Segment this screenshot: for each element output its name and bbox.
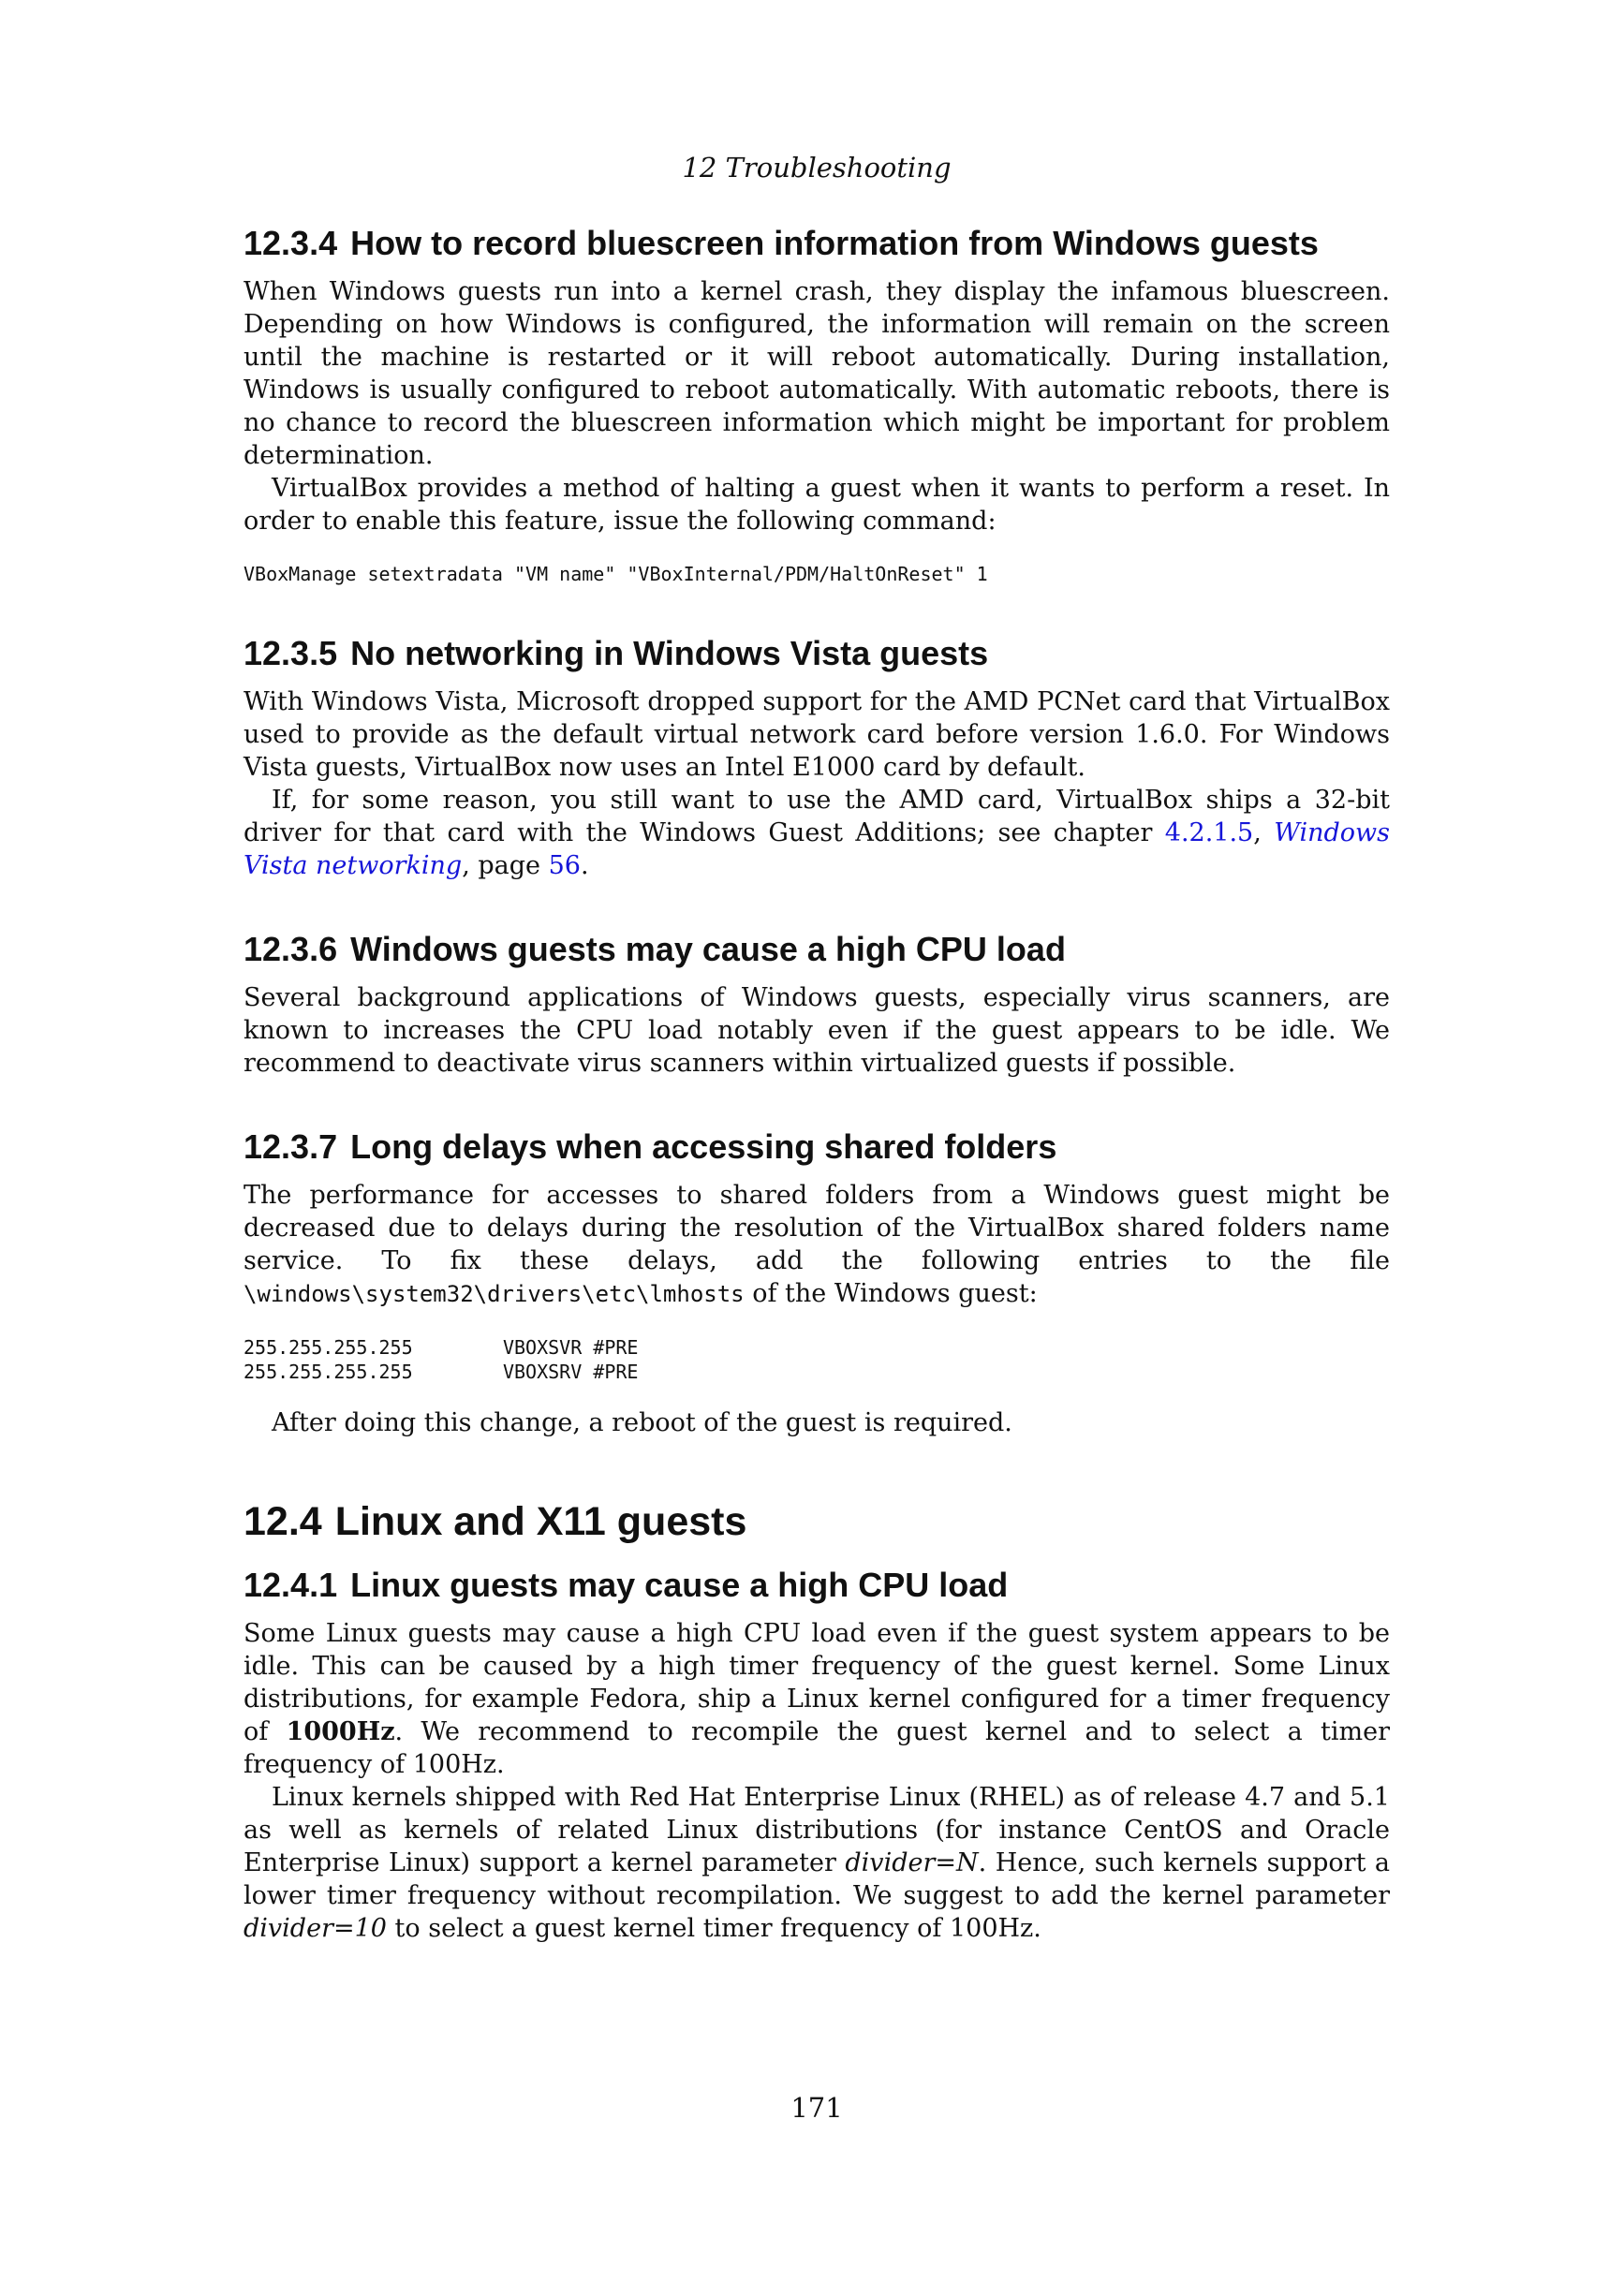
section-title: Long delays when accessing shared folders — [350, 1127, 1057, 1166]
text-run: of the Windows guest: — [744, 1279, 1038, 1308]
section-title: No networking in Windows Vista guests — [350, 634, 989, 672]
file-path: \windows\system32\drivers\etc\lmhosts — [244, 1281, 745, 1307]
section-title: Linux and X11 guests — [334, 1499, 747, 1544]
section-title-link[interactable]: Windows Vista networking — [244, 818, 1391, 880]
section-number: 12.4.1 — [244, 1566, 338, 1604]
page-content — [244, 223, 1390, 1945]
chapter-link[interactable]: 4.2.1.5 — [1164, 818, 1254, 847]
page-number: 171 — [790, 2092, 843, 2124]
section-title: How to record bluescreen information from Windows guests — [350, 224, 1319, 262]
running-head: 12 Troubleshooting — [682, 152, 952, 184]
paragraph — [244, 1617, 1390, 1781]
text-run: . We recommend to recompile the guest kernel and to select a timer frequency of 100Hz. — [244, 1717, 1390, 1779]
text-run: Some Linux guests may cause a high CPU load even if the guest system appears to be idle. This can be caused by a high timer frequency of the guest kernel. Some Linux distributions, for example Fedora, ship a Linux kernel configured for a timer frequency of — [244, 1619, 1390, 1746]
section-heading — [244, 633, 1390, 674]
section-12-3-6 — [244, 929, 1390, 1080]
paragraph: With Windows Vista, Microsoft dropped support for the AMD PCNet card that VirtualBox used to provide as the default virtual network card before version 1.6.0. For Windows Vista guests, VirtualBox now uses an Intel E1000 card by default. — [244, 687, 1390, 782]
text-run: The performance for accesses to shared folders from a Windows guest might be decreased due to delays during the resolution of the VirtualBox shared folders name service. To fix these delays, add the following entries to the file — [244, 1181, 1390, 1275]
text-run: , — [1253, 818, 1275, 847]
text-run: , page — [462, 851, 549, 880]
section-heading — [244, 929, 1390, 970]
code-block: 255.255.255.255 VBOXSVR #PRE 255.255.255.255 VBOXSRV #PRE — [244, 1336, 639, 1383]
section-number: 12.4 — [244, 1499, 322, 1544]
italic-text: divider=N — [845, 1848, 979, 1877]
paragraph: VirtualBox provides a method of halting a guest when it wants to perform a reset. In order to enable this feature, issue the following command: — [244, 474, 1390, 536]
text-run: to select a guest kernel timer frequency of 100Hz. — [386, 1914, 1041, 1943]
section-title: Windows guests may cause a high CPU load — [350, 930, 1066, 968]
code-block: VBoxManage setextradata "VM name" "VBoxInternal/PDM/HaltOnReset" 1 — [244, 563, 988, 585]
text-run: Linux kernels shipped with Red Hat Enterprise Linux (RHEL) as of release 4.7 and 5.1 as well as kernels of related Linux distributions (for instance CentOS and Oracle Enterprise Linux) support a kernel parameter — [244, 1783, 1390, 1877]
section-12-3-7 — [244, 1126, 1390, 1439]
paragraph — [244, 1179, 1390, 1311]
paragraph — [244, 784, 1390, 882]
paragraph: When Windows guests run into a kernel crash, they display the infamous bluescreen. Depending on how Windows is configured, the information will remain on the screen until the machine is restarted or it will reboot automatically. During installation, Windows is usually configured to reboot automatically. With automatic reboots, there is no chance to record the bluescreen information which might be important for problem determination. — [244, 277, 1390, 470]
bold-text: 1000Hz — [286, 1717, 395, 1746]
section-number: 12.3.7 — [244, 1127, 338, 1166]
section-number: 12.3.6 — [244, 930, 338, 968]
section-heading — [244, 1497, 1390, 1546]
paragraph — [244, 1781, 1390, 1945]
section-heading — [244, 1126, 1390, 1168]
section-12-4 — [244, 1497, 1390, 1546]
paragraph: After doing this change, a reboot of the guest is required. — [272, 1408, 1012, 1437]
section-number: 12.3.4 — [244, 224, 338, 262]
section-12-4-1 — [244, 1565, 1390, 1945]
text-run: If, for some reason, you still want to use the AMD card, VirtualBox ships a 32-bit driver for that card with the Windows Guest Additions; see chapter — [244, 786, 1390, 847]
section-heading — [244, 223, 1390, 264]
section-title: Linux guests may cause a high CPU load — [350, 1566, 1009, 1604]
section-number: 12.3.5 — [244, 634, 338, 672]
page-link[interactable]: 56 — [548, 851, 581, 880]
italic-text: divider=10 — [244, 1914, 387, 1943]
paragraph: Several background applications of Windows guests, especially virus scanners, are known to increases the CPU load notably even if the guest appears to be idle. We recommend to deactivate virus scanners within virtualized guests if possible. — [244, 983, 1390, 1078]
text-run: . Hence, such kernels support a lower timer frequency without recompilation. We suggest to add the kernel parameter — [244, 1848, 1391, 1910]
section-heading — [244, 1565, 1390, 1606]
section-12-3-5 — [244, 633, 1390, 882]
text-run: . — [580, 851, 589, 880]
section-12-3-4 — [244, 223, 1390, 586]
